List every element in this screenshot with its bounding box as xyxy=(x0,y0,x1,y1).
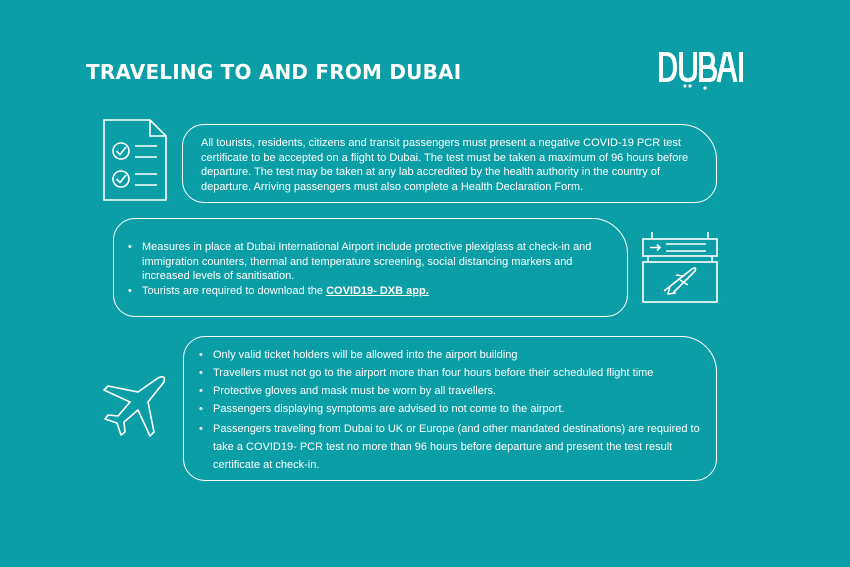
list-item: • Travellers must not go to the airport more than four hours before their scheduled flight time xyxy=(199,366,702,381)
airport-access-list xyxy=(199,348,702,474)
pcr-requirement-text: All tourists, residents, citizens and transit passengers must present a negative COVID-19 PCR test certificate to be accepted on a flight to Dubai. The test must be taken a maximum of 96 hours before departure. The test may be taken at any lab accredited by the health authority in the country of departure. Arriving passengers must also complete a Health Declaration Form. xyxy=(201,137,689,193)
covid19-dxb-app-link[interactable]: COVID19- DXB app. xyxy=(326,284,429,297)
app-download-text: Tourists are required to download the xyxy=(142,284,327,297)
list-item: • Passengers traveling from Dubai to UK or Europe (and other mandated destinations) are required to take a COVID19- PCR test no more than 96 hours before departure and present the test result certificate at check-in. xyxy=(199,420,702,474)
list-item: • Measures in place at Dubai International Airport include protective plexiglass at check-in and immigration counters, thermal and temperature screening, social distancing markers and increased levels of sanitisation. xyxy=(128,240,613,284)
list-item: • Passengers displaying symptoms are advised to not come to the airport. xyxy=(199,402,702,417)
airport-access-box xyxy=(183,336,717,481)
airport-measures-list xyxy=(128,240,613,298)
list-item xyxy=(128,284,613,299)
airplane-icon xyxy=(100,372,170,440)
list-item: • Only valid ticket holders will be allowed into the airport building xyxy=(199,348,702,363)
airport-measures-box xyxy=(113,218,628,317)
departures-sign-icon xyxy=(640,229,720,305)
dubai-logo xyxy=(658,52,746,92)
list-item: • Protective gloves and mask must be worn by all travellers. xyxy=(199,384,702,399)
page-title: TRAVELING TO AND FROM DUBAI xyxy=(86,60,462,84)
pcr-requirement-box xyxy=(182,124,717,203)
checklist-document-icon xyxy=(102,118,168,202)
